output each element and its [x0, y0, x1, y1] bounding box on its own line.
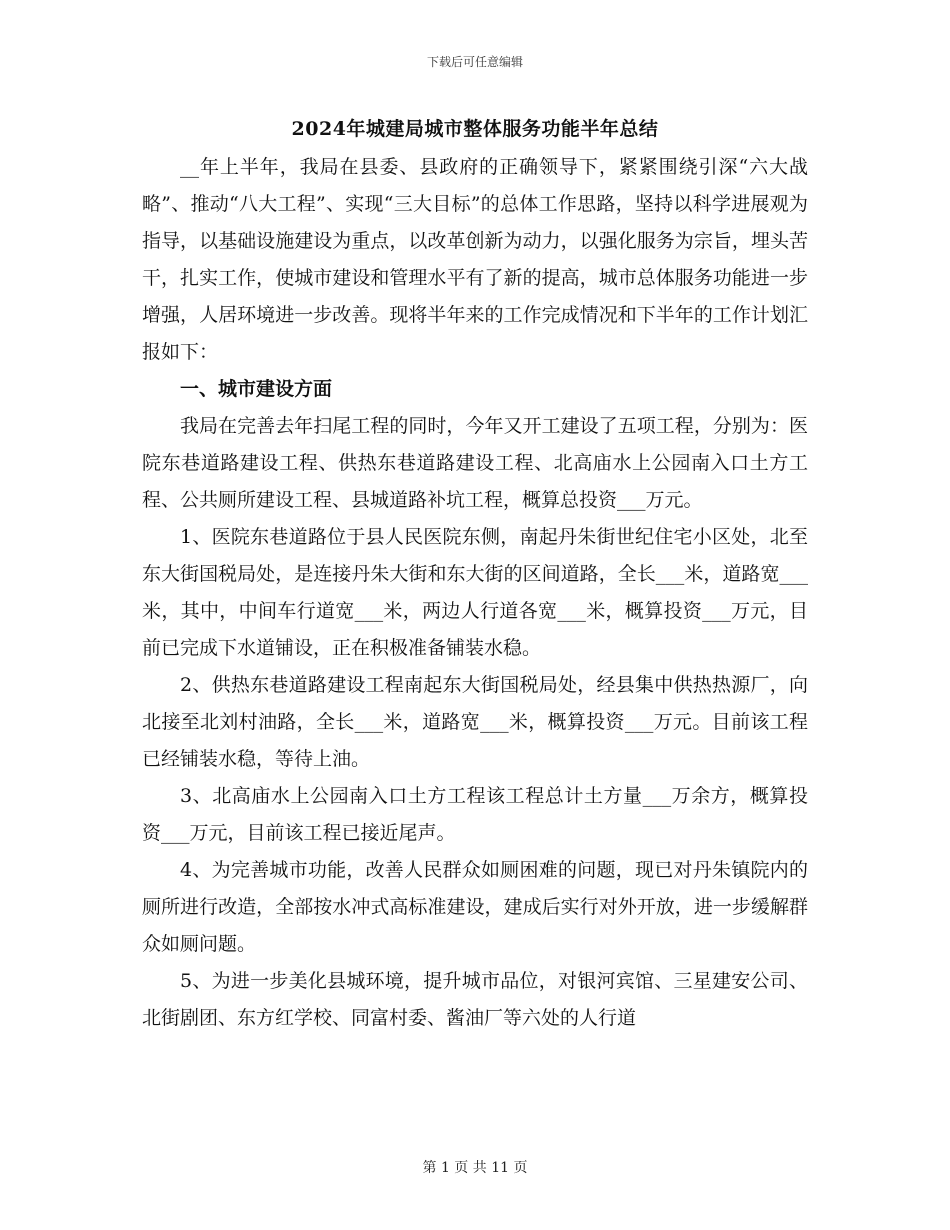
paragraph-intro: __年上半年，我局在县委、县政府的正确领导下，紧紧围绕引深“六大战略”、推动“八大工程”、实现“三大目标”的总体工作思路，坚持以科学进展观为指导，以基础设施建设为重点，以改革创新为动力，以强化服务为宗旨，埋头苦干，扎实工作，使城市建设和管理水平有了新的提高，城市总体服务功能进一步增强，人居环境进一步改善。现将半年来的工作完成情况和下半年的工作计划汇报如下： — [142, 156, 808, 363]
paragraph-item-5: 5、为进一步美化县城环境，提升城市品位，对银河宾馆、三星建安公司、北街剧团、东方红学校、同富村委、酱油厂等六处的人行道 — [142, 970, 808, 1029]
page-header-note: 下载后可任意编辑 — [426, 55, 523, 69]
document-body — [142, 149, 808, 1037]
paragraph-item-3: 3、北高庙水上公园南入口土方工程该工程总计土方量___万余方，概算投资___万元，目前该工程已接近尾声。 — [142, 785, 808, 844]
document-title: 2024年城建局城市整体服务功能半年总结 — [291, 118, 659, 140]
paragraph-projects-overview: 我局在完善去年扫尾工程的同时，今年又开工建设了五项工程，分别为：医院东巷道路建设工程、供热东巷道路建设工程、北高庙水上公园南入口土方工程、公共厕所建设工程、县城道路补坑工程，概算总投资___万元。 — [142, 415, 808, 511]
section-heading-urban-construction: 一、城市建设方面 — [180, 378, 333, 400]
paragraph-item-2: 2、供热东巷道路建设工程南起东大街国税局处，经县集中供热热源厂，向北接至北刘村油路，全长___米，道路宽___米，概算投资___万元。目前该工程已经铺装水稳，等待上油。 — [142, 674, 808, 770]
paragraph-item-4: 4、为完善城市功能，改善人民群众如厕困难的问题，现已对丹朱镇院内的厕所进行改造，全部按水冲式高标准建设，建成后实行对外开放，进一步缓解群众如厕问题。 — [142, 859, 808, 955]
paragraph-item-1: 1、医院东巷道路位于县人民医院东侧，南起丹朱街世纪住宅小区处，北至东大街国税局处，是连接丹朱大街和东大街的区间道路，全长___米，道路宽___米，其中，中间车行道宽___米，两边人行道各宽___米，概算投资___万元，目前已完成下水道铺设，正在积极准备铺装水稳。 — [142, 526, 808, 659]
page-footer: 第 1 页 共 11 页 — [422, 1160, 528, 1176]
